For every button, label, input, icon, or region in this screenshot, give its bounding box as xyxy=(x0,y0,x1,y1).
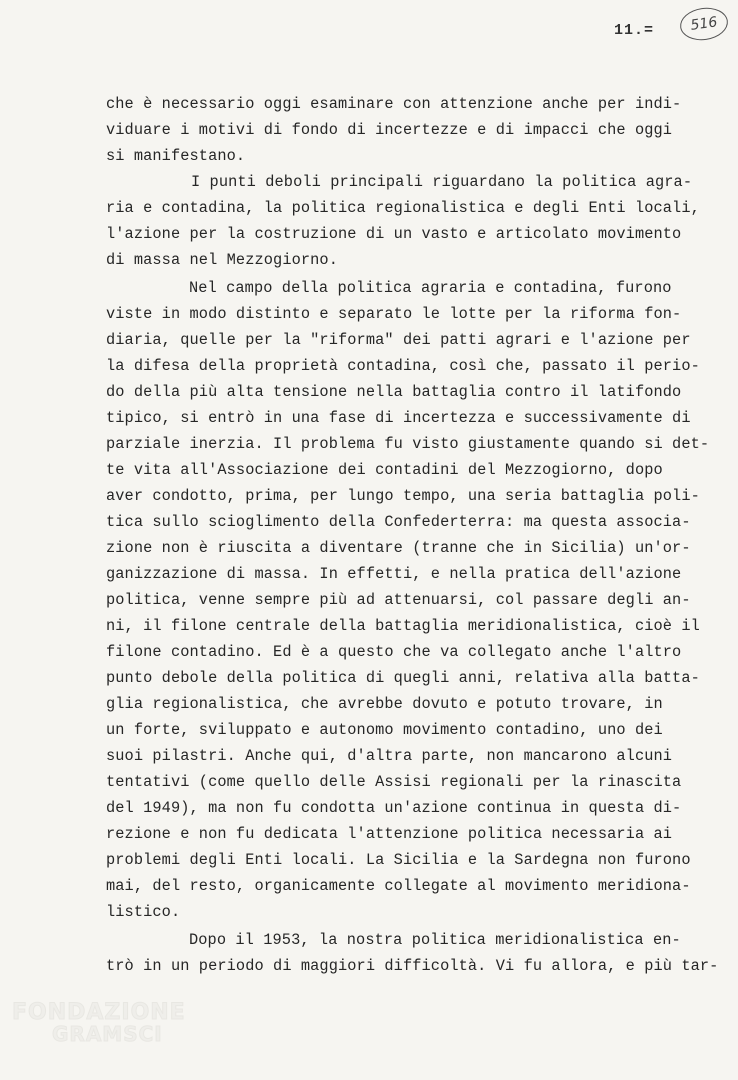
text-line: aver condotto, prima, per lungo tempo, una seria battaglia poli- xyxy=(106,487,700,505)
text-line: ria e contadina, la politica regionalistica e degli Enti locali, xyxy=(106,199,700,217)
text-line: si manifestano. xyxy=(106,147,246,165)
text-line: mai, del resto, organicamente collegate al movimento meridiona- xyxy=(106,877,691,895)
text-line: viduare i motivi di fondo di incertezze e di impacci che oggi xyxy=(106,121,673,139)
text-line: trò in un periodo di maggiori difficoltà. Vi fu allora, e più tar- xyxy=(106,957,719,975)
text-line: suoi pilastri. Anche qui, d'altra parte, non mancarono alcuni xyxy=(106,747,673,765)
text-line: viste in modo distinto e separato le lotte per la riforma fon- xyxy=(106,305,682,323)
text-line: un forte, sviluppato e autonomo movimento contadino, uno dei xyxy=(106,721,663,739)
watermark-line1: FONDAZIONE xyxy=(12,1000,186,1025)
text-line: problemi degli Enti locali. La Sicilia e la Sardegna non furono xyxy=(106,851,691,869)
text-line: glia regionalistica, che avrebbe dovuto e potuto trovare, in xyxy=(106,695,663,713)
text-line: tipico, si entrò in una fase di incertezza e successivamente di xyxy=(106,409,691,427)
text-line: diaria, quelle per la "riforma" dei patti agrari e l'azione per xyxy=(106,331,691,349)
text-line: Nel campo della politica agraria e contadina, furono xyxy=(189,279,672,297)
text-line: che è necessario oggi esaminare con attenzione anche per indi- xyxy=(106,95,682,113)
text-line: l'azione per la costruzione di un vasto e articolato movimento xyxy=(106,225,682,243)
text-line: tentativi (come quello delle Assisi regionali per la rinascita xyxy=(106,773,682,791)
page-number: 11.= xyxy=(614,22,655,39)
text-line: punto debole della politica di quegli anni, relativa alla batta- xyxy=(106,669,700,687)
archive-stamp-number: 516 xyxy=(689,14,719,34)
text-line: tica sullo scioglimento della Confederterra: ma questa associa- xyxy=(106,513,691,531)
text-line: do della più alta tensione nella battaglia contro il latifondo xyxy=(106,383,682,401)
text-line: la difesa della proprietà contadina, così che, passato il perio- xyxy=(106,357,700,375)
text-line: te vita all'Associazione dei contadini del Mezzogiorno, dopo xyxy=(106,461,663,479)
text-line: di massa nel Mezzogiorno. xyxy=(106,251,338,269)
text-line: I punti deboli principali riguardano la politica agra- xyxy=(191,173,693,191)
text-line: del 1949), ma non fu condotta un'azione continua in questa di- xyxy=(106,799,682,817)
text-line: ni, il filone centrale della battaglia meridionalistica, cioè il xyxy=(106,617,700,635)
archive-stamp xyxy=(678,5,730,43)
text-line: zione non è riuscita a diventare (tranne che in Sicilia) un'or- xyxy=(106,539,691,557)
watermark xyxy=(12,1000,212,1070)
text-line: filone contadino. Ed è a questo che va collegato anche l'altro xyxy=(106,643,682,661)
text-line: listico. xyxy=(106,903,181,921)
text-line: rezione e non fu dedicata l'attenzione politica necessaria ai xyxy=(106,825,673,843)
text-line: Dopo il 1953, la nostra politica meridionalistica en- xyxy=(189,931,681,949)
text-line: parziale inerzia. Il problema fu visto giustamente quando si det- xyxy=(106,435,710,453)
watermark-line2: GRAMSCI xyxy=(52,1022,163,1046)
text-line: ganizzazione di massa. In effetti, e nella pratica dell'azione xyxy=(106,565,682,583)
text-line: politica, venne sempre più ad attenuarsi, col passare degli an- xyxy=(106,591,691,609)
